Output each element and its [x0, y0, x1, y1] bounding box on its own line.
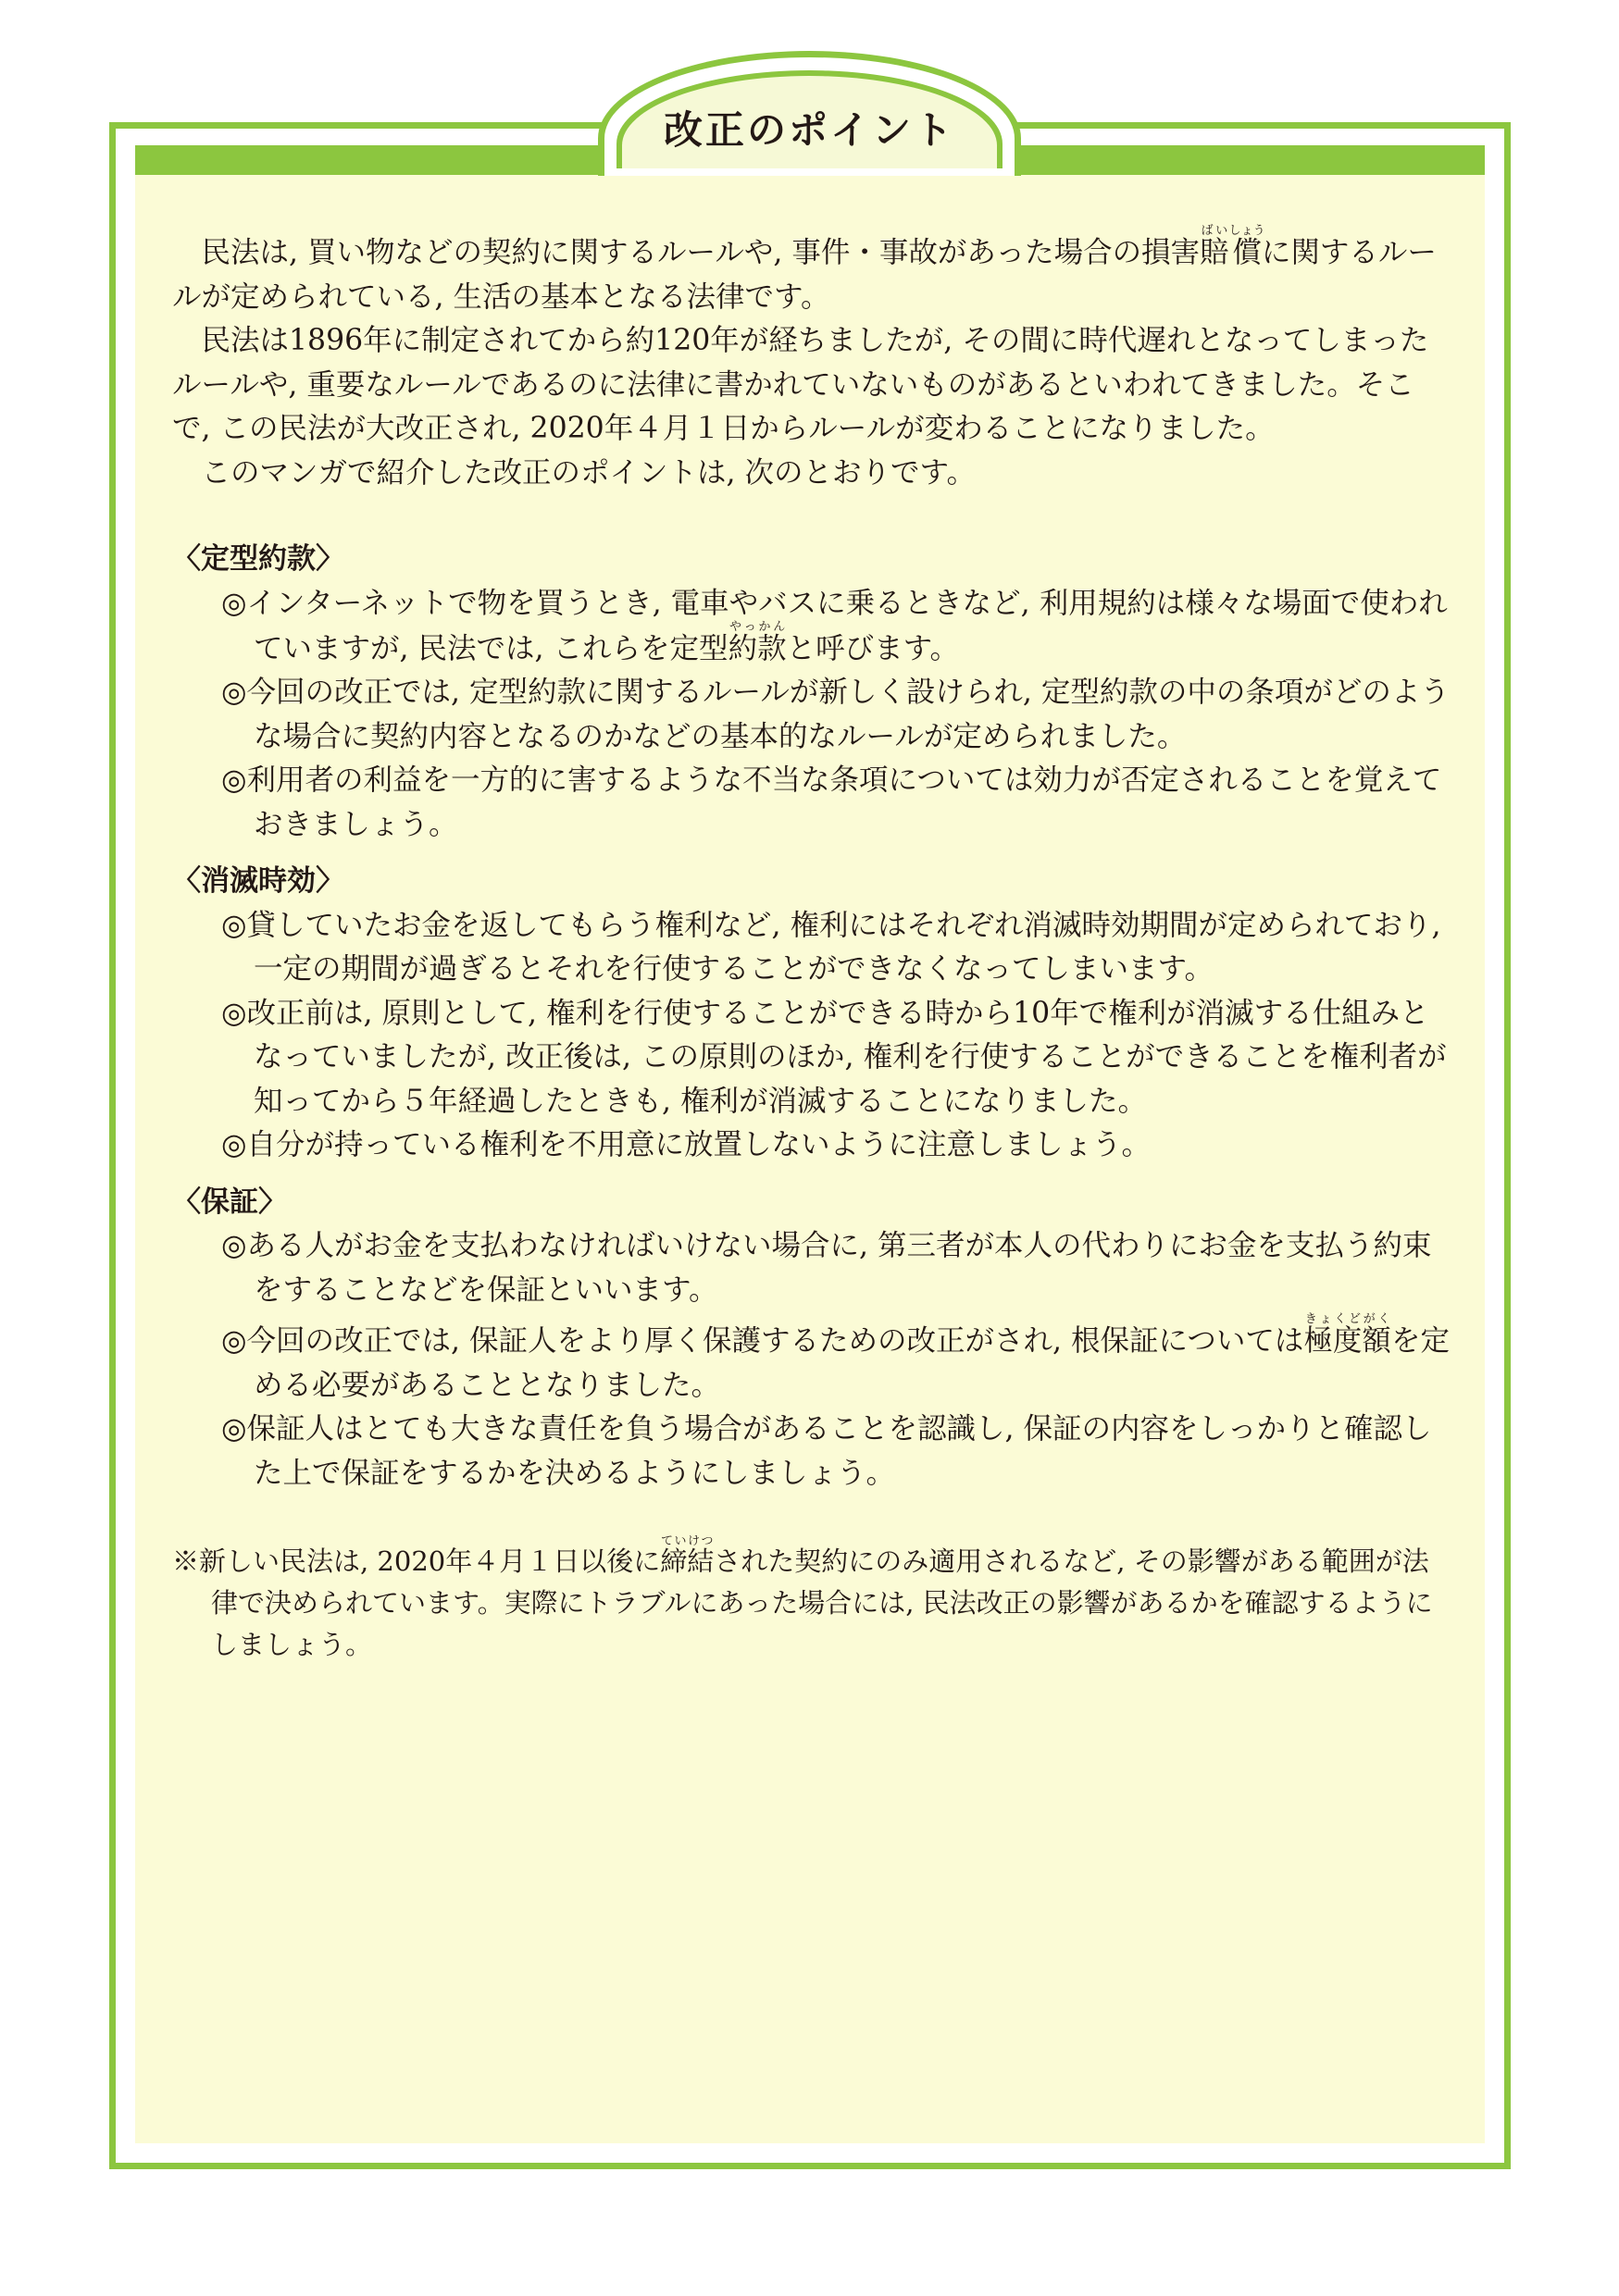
ruby-kyokudogaku: 極度額きょくどがく	[1303, 1312, 1391, 1358]
ruby-bai: 賠ばい	[1200, 224, 1229, 269]
footnote: ※新しい民法は, 2020年４月１日以後に締結ていけつされた契約にのみ適用されるなど, その影響がある範囲が法律で決められています。実際にトラブルにあった場合には, 民法改正の影響があるかを確認するようにしましょう。	[172, 1534, 1433, 1660]
ruby-teiketsu: 締結ていけつ	[660, 1534, 715, 1577]
intro-paragraph-2: 民法は1896年に制定されてから約120年が経ちましたが, その間に時代遅れとなってしまったルールや, 重要なルールであるのに法律に書かれていないものがあるといわれてきました。そこで, この民法が大改正され, 2020年４月１日からルールが変わることになりました。	[172, 324, 1429, 445]
ruby-yakkan: 約款やっかん	[728, 619, 787, 665]
intro-paragraph-3: このマンガで紹介した改正のポイントは, 次のとおりです。	[201, 455, 977, 490]
section-heading-teikei: 〈定型約款〉	[172, 542, 344, 576]
main-content	[172, 224, 1450, 1666]
section-heading-shometsu: 〈消滅時効〉	[172, 864, 344, 898]
bullet-item: ◎自分が持っている権利を不用意に放置しないように注意しましょう。	[221, 1128, 1151, 1161]
bullet-item: ◎保証人はとても大きな責任を負う場合があることを認識し, 保証の内容をしっかりと確認した上で保証をするかを決めるようにしましょう。	[221, 1412, 1432, 1490]
bullet-item: ◎今回の改正では, 定型約款に関するルールが新しく設けられ, 定型約款の中の条項がどのような場合に契約内容となるのかなどの基本的なルールが定められました。	[221, 676, 1450, 753]
bullet-item: ◎貸していたお金を返してもらう権利など, 権利にはそれぞれ消滅時効期間が定められており, 一定の期間が過ぎるとそれを行使することができなくなってしまいます。	[221, 908, 1441, 986]
bullet-item: ◎改正前は, 原則として, 権利を行使することができる時から10年で権利が消滅する仕組みとなっていましたが, 改正後は, この原則のほか, 権利を行使することができることを権利者が知ってから５年経過したときも, 権利が消滅することになりました。	[221, 996, 1447, 1118]
bullet-item: ◎今回の改正では, 保証人をより厚く保護するための改正がされ, 根保証については極度額きょくどがくを定める必要があることとなりました。	[221, 1312, 1450, 1402]
ruby-sho: 償しょう	[1228, 224, 1265, 269]
bullet-item: ◎ある人がお金を支払わなければいけない場合に, 第三者が本人の代わりにお金を支払う約束をすることなどを保証といいます。	[221, 1229, 1432, 1307]
bullet-item: ◎インターネットで物を買うとき, 電車やバスに乗るときなど, 利用規約は様々な場面で使われていますが, 民法では, これらを定型約款やっかんと呼びます。	[221, 586, 1448, 665]
section-heading-hosho: 〈保証〉	[172, 1185, 287, 1219]
bullet-item: ◎利用者の利益を一方的に害するような不当な条項については効力が否定されることを覚えておきましょう。	[221, 763, 1442, 841]
page-title: 改正のポイント	[663, 107, 955, 153]
intro-paragraph-1: 民法は, 買い物などの契約に関するルールや, 事件・事故があった場合の損害賠ばい償しょうに関するルールが定められている, 生活の基本となる法律です。	[172, 224, 1437, 314]
